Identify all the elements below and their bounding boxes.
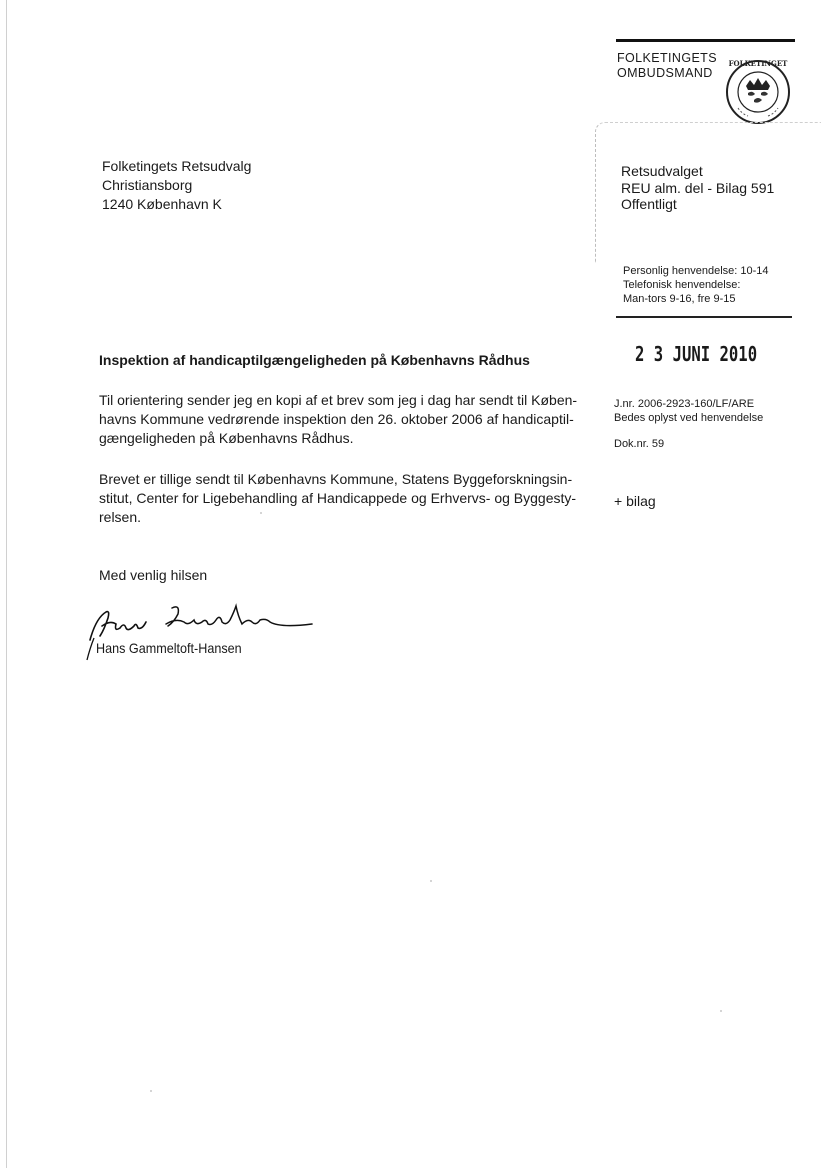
- page-edge: [6, 0, 7, 1168]
- recipient-line-1: Folketingets Retsudvalg: [102, 158, 252, 174]
- body-paragraph-1: [99, 391, 579, 448]
- stamp-line-3: Offentligt: [621, 196, 677, 212]
- journal-number: J.nr. 2006-2923-160/LF/ARE: [614, 398, 755, 410]
- scan-speck: [430, 880, 432, 882]
- body-line: Til orientering sender jeg en kopi af et brev som jeg i dag har sendt til Køben-: [99, 392, 578, 408]
- receipt-stamp: [621, 163, 774, 213]
- scan-speck: [260, 512, 262, 514]
- contact-hours: [623, 264, 769, 306]
- contact-line-2: Telefonisk henvendelse:: [623, 279, 741, 291]
- institution-line-1: FOLKETINGETS: [617, 51, 717, 65]
- body-line: Brevet er tillige sendt til Københavns Kommune, Statens Byggeforskningsin-: [99, 471, 573, 487]
- seal-lettering: FOLKETINGET: [728, 59, 788, 68]
- document-number: Dok.nr. 59: [614, 438, 665, 450]
- crown-seal-icon: [722, 56, 794, 126]
- attachment-note: + bilag: [614, 493, 656, 509]
- letterhead-rule: [616, 39, 795, 42]
- body-line: havns Kommune vedrørende inspektion den 26. oktober 2006 af handicaptil-: [99, 411, 574, 427]
- scan-speck: [150, 1090, 152, 1092]
- institution-name: [617, 51, 717, 81]
- stamp-line-2: REU alm. del - Bilag 591: [621, 179, 775, 196]
- body-line: gængeligheden på Københavns Rådhus.: [99, 430, 354, 446]
- reference-note: Bedes oplyst ved henvendelse: [614, 412, 764, 424]
- scan-speck: [720, 1010, 722, 1012]
- recipient-line-3: 1240 København K: [102, 196, 222, 212]
- reference-block: [614, 397, 763, 425]
- date-stamp: 2 3 JUNI 2010: [635, 342, 758, 366]
- closing-greeting: Med venlig hilsen: [99, 567, 208, 583]
- letter-subject: Inspektion af handicaptilgængeligheden på Københavns Rådhus: [99, 352, 530, 368]
- body-line: relsen.: [99, 509, 142, 525]
- institution-line-2: OMBUDSMAND: [617, 66, 713, 80]
- contact-line-1: Personlig henvendelse: 10-14: [623, 265, 769, 277]
- recipient-line-2: Christiansborg: [102, 177, 193, 193]
- body-line: stitut, Center for Ligebehandling af Handicappede og Erhvervs- og Byggesty-: [99, 490, 577, 506]
- contact-line-3: Man-tors 9-16, fre 9-15: [623, 293, 736, 305]
- signature-stroke: [84, 636, 96, 662]
- body-paragraph-2: [99, 470, 579, 527]
- recipient-address: [102, 157, 251, 214]
- signer-name: Hans Gammeltoft-Hansen: [96, 640, 242, 656]
- stamp-line-1: Retsudvalget: [621, 163, 703, 179]
- contact-rule: [616, 316, 792, 318]
